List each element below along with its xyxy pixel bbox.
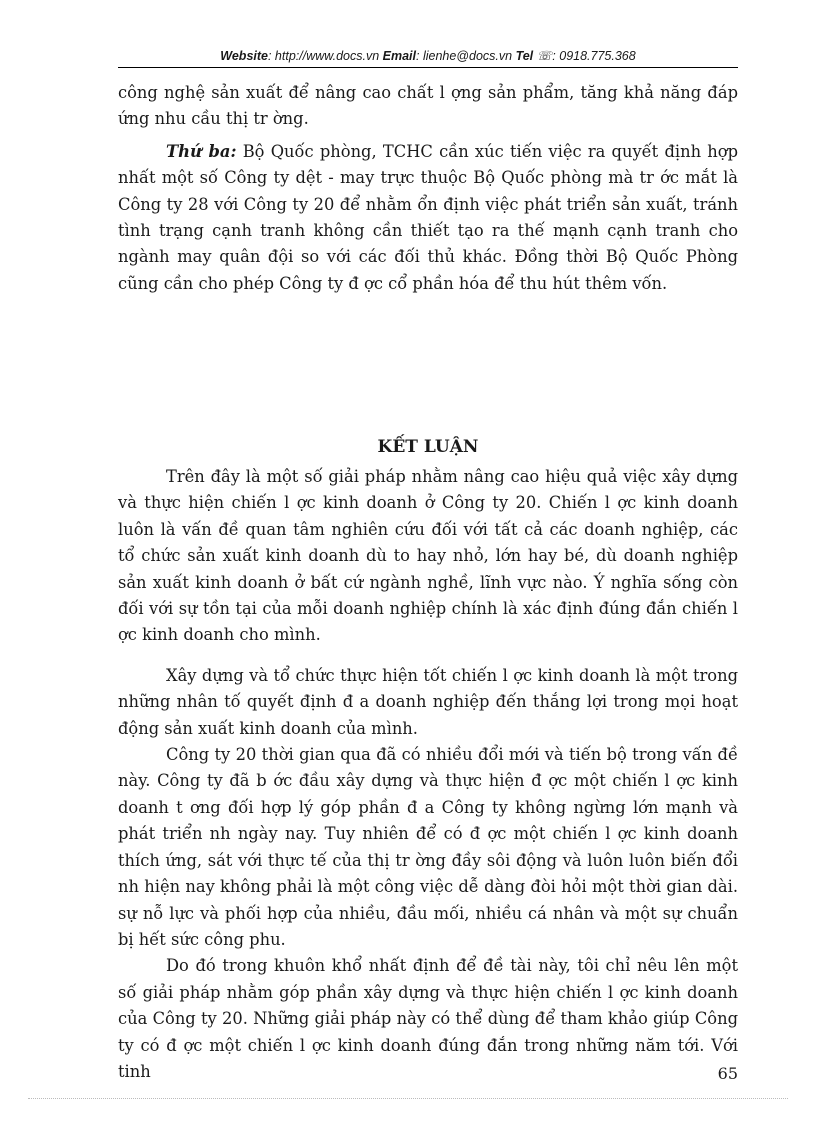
paragraph: công nghệ sản xuất để nâng cao chất l ợng sản phẩm, tăng khả năng đáp ứng nhu cầu thị tr ờng.	[118, 83, 738, 129]
email-value[interactable]: : lienhe@docs.vn	[416, 49, 513, 63]
page-header	[118, 48, 738, 63]
section-top	[118, 80, 738, 297]
page-number: 65	[717, 1064, 738, 1083]
email-label: Email	[382, 49, 416, 63]
header-rule	[118, 67, 738, 68]
bottom-rule	[28, 1098, 788, 1099]
conclusion-body	[118, 464, 738, 1085]
conclusion-paragraph: Do đó trong khuôn khổ nhất định để đề tài này, tôi chỉ nêu lên một số giải pháp nhằm góp phần xây dựng và thực hiện chiến l ợc kinh doanh của Công ty 20. Những giải pháp này có thể dùng để tham khảo giúp Công ty có đ ợc một chiến l ợc kinh doanh đúng đắn trong những năm tới. Với tinh	[118, 956, 738, 1081]
tel-label: Tel	[515, 49, 534, 63]
conclusion-paragraph: Xây dựng và tổ chức thực hiện tốt chiến l ợc kinh doanh là một trong những nhân tố quyết định đ a doanh nghiệp đến thắng lợi trong mọi hoạt động sản xuất kinh doanh của mình.	[118, 665, 738, 738]
phone-icon: ☏	[536, 49, 553, 63]
tel-value: : 0918.775.368	[552, 49, 636, 63]
paragraph-thu-ba	[118, 139, 738, 297]
paragraph-text: Bộ Quốc phòng, TCHC cần xúc tiến việc ra quyết định hợp nhất một số Công ty dệt - may trực thuộc Bộ Quốc phòng mà tr ớc mắt là Công ty 28 với Công ty 20 để nhằm ổn định việc phát triển sản xuất, tránh tình trạng cạnh tranh không cần thiết tạo ra thế mạnh cạnh tranh cho ngành may quân đội so với các đối thủ khác. Đồng thời Bộ Quốc Phòng cũng cần cho phép Công ty đ ợc cổ phần hóa để thu hút thêm vốn.	[118, 141, 738, 293]
website-value[interactable]: : http://www.docs.vn	[267, 49, 380, 63]
paragraph-lead: Thứ ba:	[166, 141, 237, 161]
conclusion-paragraph: Công ty 20 thời gian qua đã có nhiều đổi mới và tiến bộ trong vấn đề này. Công ty đã b ớc đầu xây dựng và thực hiện đ ợc một chiến l ợc kinh doanh t ơng đối hợp lý góp phần đ a Công ty không ngừng lớn mạnh và phát triển nh ngày nay. Tuy nhiên để có đ ợc một chiến l ợc kinh doanh thích ứng, sát với thực tế của thị tr ờng đầy sôi động và luôn luôn biến đổi nh hiện nay không phải là một công việc dễ dàng đòi hỏi một thời gian dài. sự nỗ lực và phối hợp của nhiều, đầu mối, nhiều cá nhân và một sự chuẩn bị hết sức công phu.	[118, 745, 738, 949]
website-label: Website	[220, 49, 268, 63]
conclusion-title: KẾT LUẬN	[377, 437, 479, 457]
conclusion-paragraph: Trên đây là một số giải pháp nhằm nâng cao hiệu quả việc xây dựng và thực hiện chiến l ợc kinh doanh ở Công ty 20. Chiến l ợc kinh doanh luôn là vấn đề quan tâm nghiên cứu đối với tất cả các doanh nghiệp, các tổ chức sản xuất kinh doanh dù to hay nhỏ, lớn hay bé, dù doanh nghiệp sản xuất kinh doanh ở bất cứ ngành nghề, lĩnh vực nào. Ý nghĩa sống còn đối với sự tồn tại của mỗi doanh nghiệp chính là xác định đúng đắn chiến l ợc kinh doanh cho mình.	[118, 467, 738, 645]
